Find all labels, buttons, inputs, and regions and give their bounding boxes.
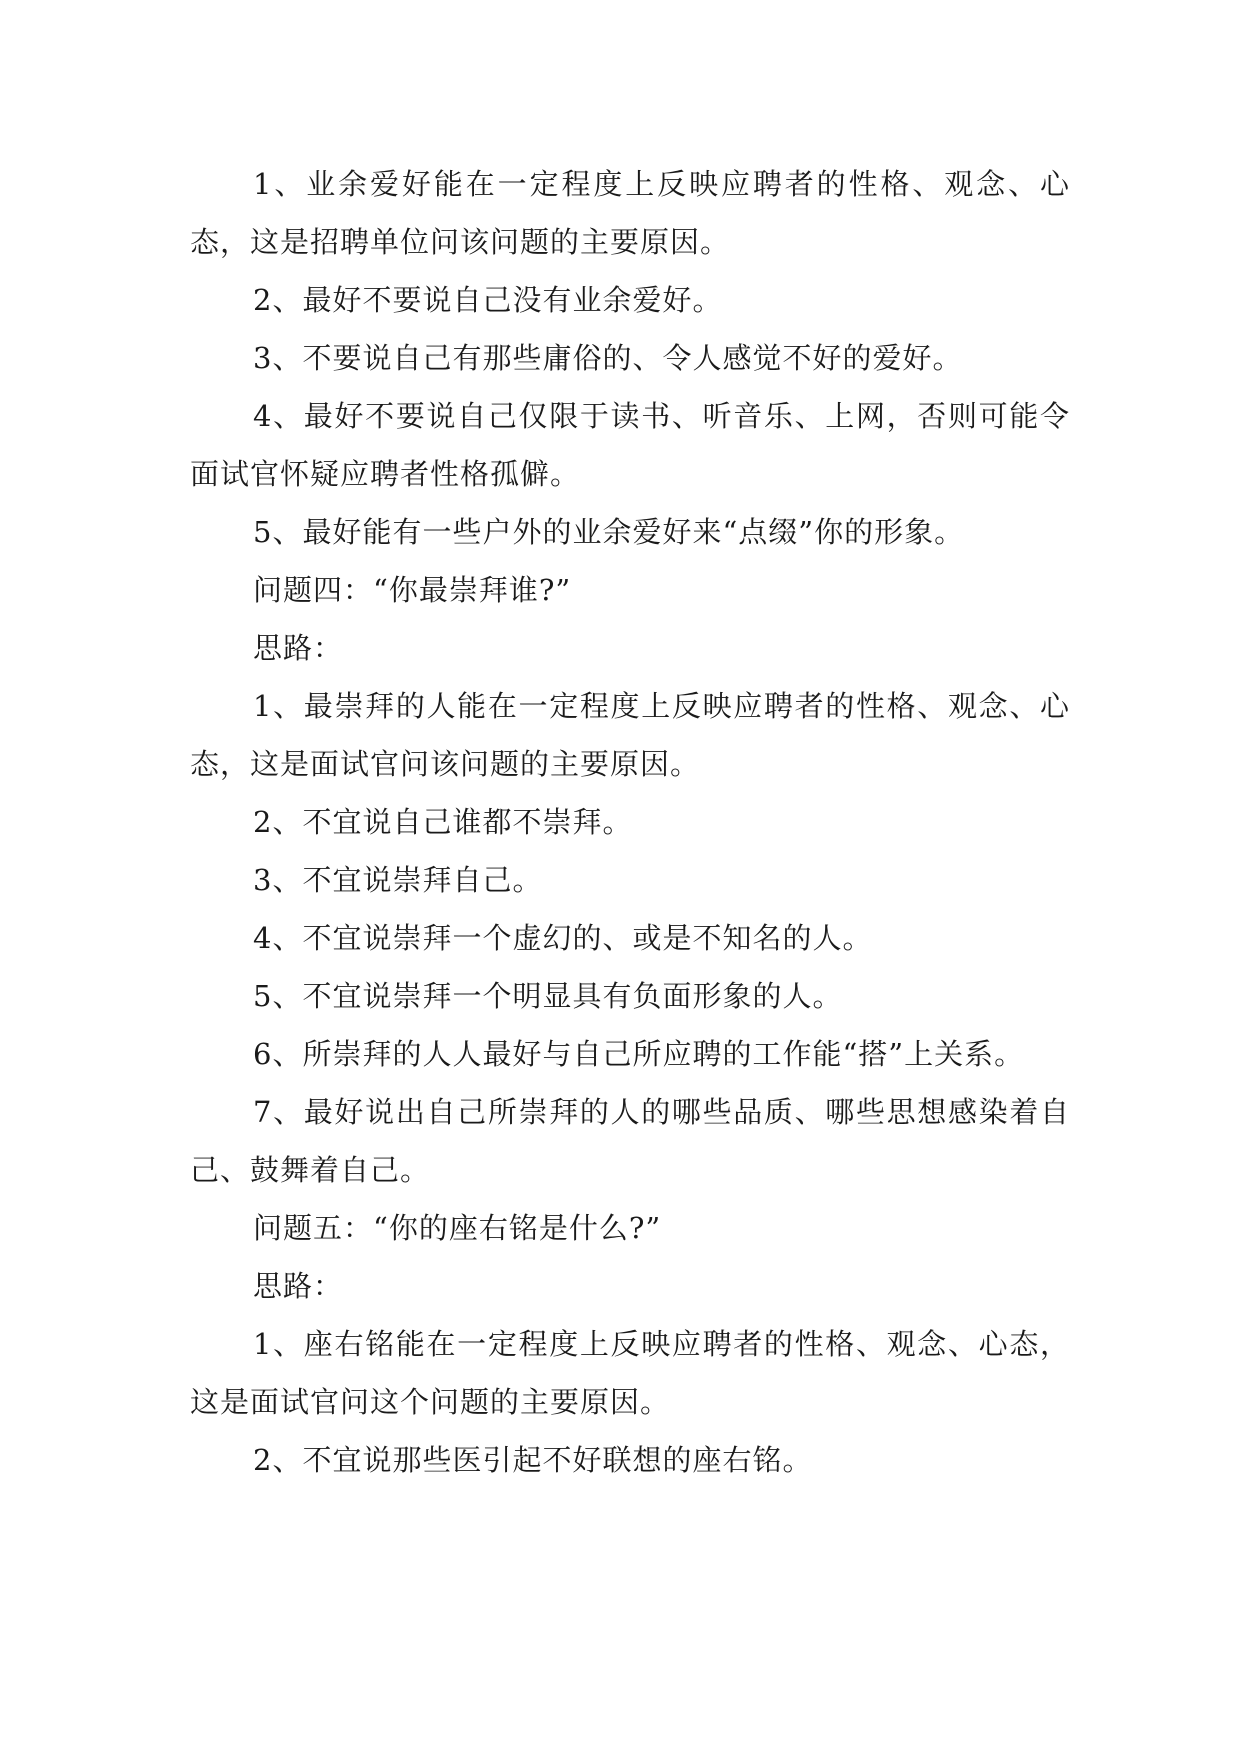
- paragraph: 1、最崇拜的人能在一定程度上反映应聘者的性格、观念、心态，这是面试官问该问题的主要原因。: [190, 689, 1070, 781]
- paragraph: 5、最好能有一些户外的业余爱好来“点缀”你的形象。: [253, 515, 965, 549]
- paragraph: 1、业余爱好能在一定程度上反映应聘者的性格、观念、心态，这是招聘单位问该问题的主要原因。: [190, 167, 1070, 259]
- section-heading: 问题五：“你的座右铭是什么?”: [253, 1211, 662, 1245]
- document-body: [190, 155, 1070, 1489]
- paragraph: 2、最好不要说自己没有业余爱好。: [253, 283, 723, 317]
- paragraph: 4、不宜说崇拜一个虚幻的、或是不知名的人。: [253, 921, 873, 955]
- paragraph: 7、最好说出自己所崇拜的人的哪些品质、哪些思想感染着自己、鼓舞着自己。: [190, 1095, 1070, 1187]
- paragraph: 2、不宜说自己谁都不崇拜。: [253, 805, 633, 839]
- section-label: 思路：: [253, 631, 344, 665]
- paragraph: 4、最好不要说自己仅限于读书、听音乐、上网，否则可能令面试官怀疑应聘者性格孤僻。: [190, 399, 1070, 491]
- paragraph: 6、所崇拜的人人最好与自己所应聘的工作能“搭”上关系。: [253, 1037, 1025, 1071]
- paragraph: 2、不宜说那些医引起不好联想的座右铭。: [253, 1443, 813, 1477]
- paragraph: 5、不宜说崇拜一个明显具有负面形象的人。: [253, 979, 843, 1013]
- section-heading: 问题四：“你最崇拜谁?”: [253, 573, 572, 607]
- paragraph: 1、座右铭能在一定程度上反映应聘者的性格、观念、心态，这是面试官问这个问题的主要原因。: [190, 1327, 1070, 1419]
- paragraph: 3、不宜说崇拜自己。: [253, 863, 543, 897]
- paragraph: 3、不要说自己有那些庸俗的、令人感觉不好的爱好。: [253, 341, 963, 375]
- section-label: 思路：: [253, 1269, 344, 1303]
